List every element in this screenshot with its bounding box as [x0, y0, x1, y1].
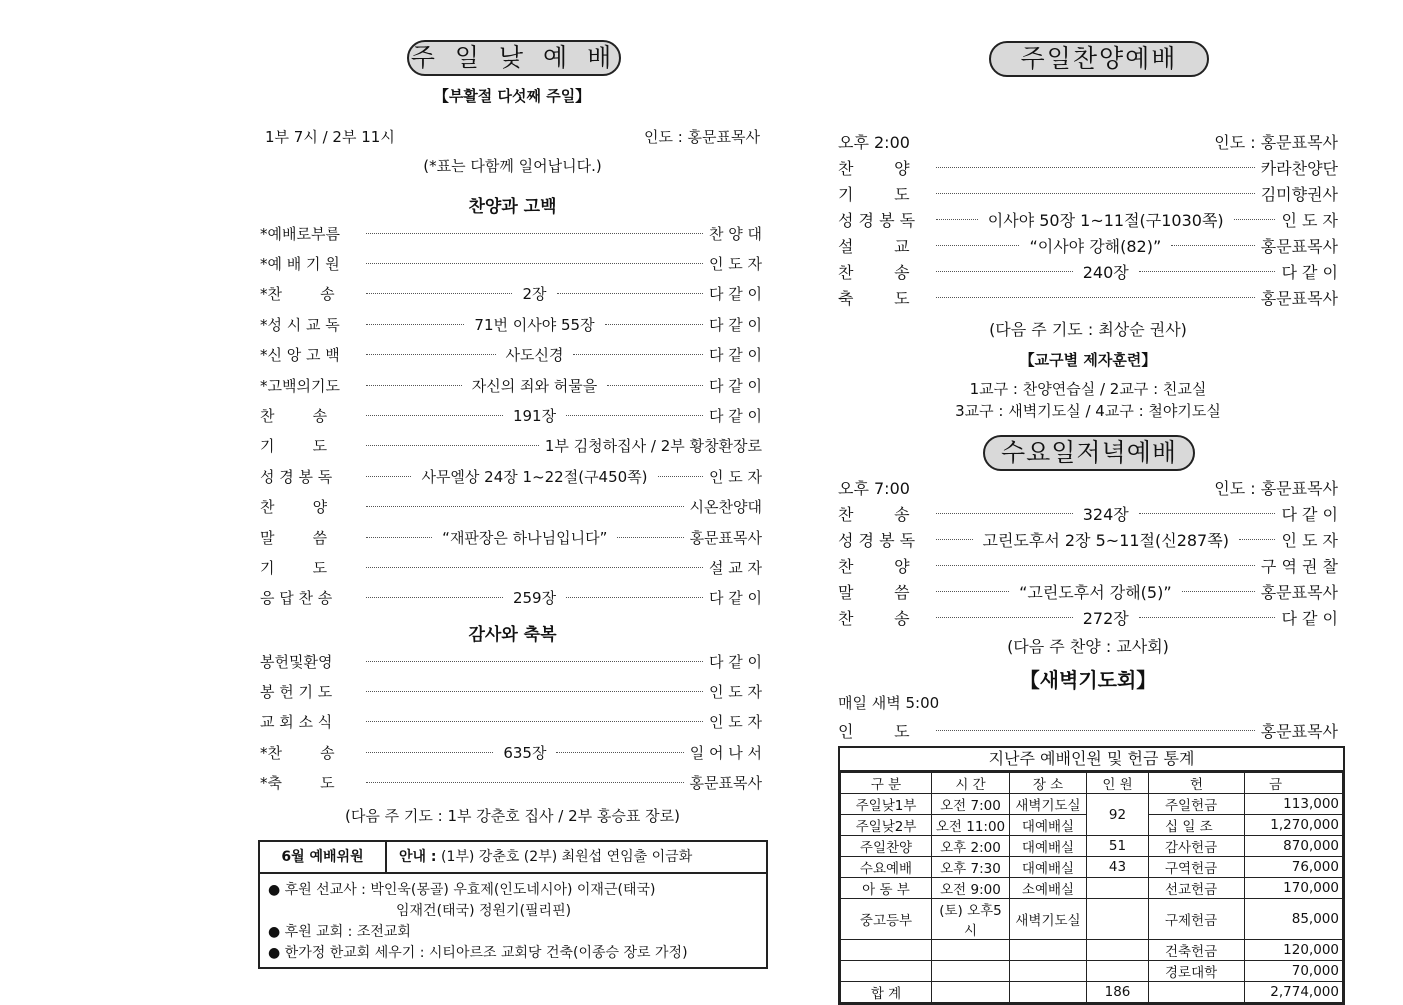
stats-cell: 85,000 [1245, 899, 1343, 940]
order-person: 인 도 자 [1281, 530, 1339, 550]
right-training2: 3교구 : 새벽기도실 / 4교구 : 철야기도실 [955, 402, 1221, 420]
right-training1: 1교구 : 찬양연습실 / 2교구 : 친교실 [969, 380, 1207, 398]
stats-cell: 구제헌금 [1149, 899, 1245, 940]
order-row [260, 526, 762, 548]
order-label: *축 도 [260, 774, 335, 793]
left-section1: 찬양과 고백 [468, 197, 557, 217]
stats-row [841, 878, 1343, 899]
box-header-right-label: 안내 : [399, 849, 437, 865]
left-next-prayer: (다음 주 기도 : 1부 강춘호 집사 / 2부 홍승표 장로) [345, 807, 680, 825]
order-person: 홍문표목사 [1260, 721, 1338, 741]
order-row [260, 252, 762, 274]
stats-cell: 새벽기도실 [1010, 794, 1087, 815]
stats-row [841, 899, 1343, 940]
order-label: 찬 송 [838, 608, 910, 628]
order-row [260, 283, 762, 305]
right-dawn-time: 매일 새벽 5:00 [838, 693, 940, 712]
order-detail: 71번 이사야 55장 [474, 315, 595, 334]
stats-title: 지난주 예배인원 및 헌금 통계 [840, 748, 1343, 772]
stats-table-box [838, 746, 1345, 1005]
order-person: 다 같 이 [709, 406, 763, 425]
stats-row [841, 794, 1343, 815]
order-person: 인 도 자 [708, 467, 762, 486]
right-time1: 오후 2:00 [838, 132, 910, 152]
stats-cell: 120,000 [1245, 940, 1343, 961]
order-detail: 이사야 50장 1~11절(구1030쪽) [987, 210, 1224, 230]
order-detail: 고린도후서 2장 5~11절(신287쪽) [982, 530, 1229, 550]
order-row [260, 741, 762, 763]
order-row [260, 556, 762, 578]
order-person: 카라찬양단 [1260, 158, 1338, 178]
order-label: 축 도 [838, 288, 910, 308]
stats-cell: 대예배실 [1010, 836, 1087, 857]
stats-header-cell: 금 [1245, 773, 1343, 794]
order-detail: 자신의 죄와 허물을 [471, 376, 598, 395]
order-label: 봉 헌 기 도 [260, 682, 333, 701]
order-row [838, 260, 1338, 282]
stats-cell [1010, 940, 1087, 961]
stats-cell: 주일찬양 [841, 836, 932, 857]
order-label: 찬 양 [260, 498, 328, 517]
order-label: *예 배 기 원 [260, 254, 340, 273]
order-row [260, 496, 762, 518]
order-row [260, 465, 762, 487]
stats-cell: 76,000 [1245, 857, 1343, 878]
order-person: 인 도 자 [708, 682, 762, 701]
stats-table [840, 772, 1343, 1003]
order-row [260, 711, 762, 733]
order-row [838, 528, 1338, 550]
box-line4: ● 한가정 한교회 세우기 : 시티아르조 교회당 건축(이종승 장로 가정) [268, 945, 688, 961]
order-label: 말 씀 [838, 582, 910, 602]
stats-cell: 새벽기도실 [1010, 899, 1087, 940]
stats-cell: 주일낮2부 [841, 815, 932, 836]
order-person: 다 같 이 [708, 315, 762, 334]
order-row [838, 156, 1338, 178]
box-line3: ● 후원 교회 : 조전교회 [268, 924, 411, 940]
stats-cell: 건축헌금 [1149, 940, 1245, 961]
order-detail: 635장 [503, 743, 547, 762]
order-label: 설 교 [838, 236, 910, 256]
stats-cell: 1,270,000 [1245, 815, 1343, 836]
stats-cell: 주일낮1부 [841, 794, 932, 815]
order-label: 찬 송 [838, 504, 910, 524]
order-person: 홍문표목사 [1260, 288, 1338, 308]
box-line1: ● 후원 선교사 : 박인욱(몽골) 우효제(인도네시아) 이재근(태국) [268, 882, 656, 898]
order-detail: 259장 [512, 589, 557, 608]
order-label: 기 도 [260, 558, 328, 577]
right-dawn-title: 【새벽기도회】 [1019, 668, 1157, 692]
stats-cell: 구역헌금 [1149, 857, 1245, 878]
order-person: 다 같 이 [1281, 608, 1339, 628]
order-label: *예배로부름 [260, 224, 340, 243]
order-label: *성 시 교 독 [260, 315, 340, 334]
stats-cell: 선교헌금 [1149, 878, 1245, 899]
stats-cell: 대예배실 [1010, 815, 1087, 836]
order-row [260, 435, 762, 457]
box-header-left: 6월 예배위원 [260, 842, 387, 872]
order-person: 홍문표목사 [689, 528, 763, 547]
order-row [260, 313, 762, 335]
order-row [260, 404, 762, 426]
order-person: 다 같 이 [709, 346, 763, 365]
right-next1: (다음 주 기도 : 최상순 권사) [989, 320, 1187, 339]
left-subtitle: 【부활절 다섯째 주일】 [433, 87, 591, 105]
stats-cell [841, 940, 932, 961]
order-person: 인 도 자 [708, 713, 762, 732]
order-row [260, 650, 762, 672]
stats-cell: (토) 오후5시 [932, 899, 1010, 940]
order-label: *찬 송 [260, 285, 335, 304]
order-label: 기 도 [838, 184, 910, 204]
order-label: 응 답 찬 송 [260, 589, 333, 608]
right-leader2: 인도 : 홍문표목사 [1214, 478, 1338, 498]
order-detail: “재판장은 하나님입니다” [442, 528, 608, 547]
stats-total-label: 합 계 [841, 982, 932, 1003]
box-header-right: (1부) 강춘호 (2부) 최원섭 연임출 이금화 [440, 849, 693, 865]
left-leader: 인도 : 홍문표목사 [643, 127, 760, 146]
stats-cell: 51 [1087, 836, 1149, 857]
order-person: 다 같 이 [709, 376, 763, 395]
stats-cell: 감사헌금 [1149, 836, 1245, 857]
right-time2-row [838, 476, 1338, 498]
stats-total-count: 186 [1087, 982, 1149, 1003]
box-line2: 임재건(태국) 정원기(필리핀) [396, 903, 572, 919]
stats-cell: 70,000 [1245, 961, 1343, 982]
order-row [838, 502, 1338, 524]
order-person: 인 도 자 [708, 254, 762, 273]
stats-cell: 870,000 [1245, 836, 1343, 857]
order-row [260, 680, 762, 702]
right-time2: 오후 7:00 [838, 478, 910, 498]
stats-cell [1087, 940, 1149, 961]
stats-cell: 오전 11:00 [932, 815, 1010, 836]
order-label: 인 도 [838, 721, 910, 741]
stats-cell: 43 [1087, 857, 1149, 878]
stats-cell [1087, 961, 1149, 982]
stats-header-cell: 구 분 [841, 773, 932, 794]
stats-cell: 오전 7:00 [932, 794, 1010, 815]
stats-row [841, 857, 1343, 878]
order-row [838, 554, 1338, 576]
left-time-row [265, 125, 760, 147]
stats-row [841, 961, 1343, 982]
order-row [838, 286, 1338, 308]
order-detail: 324장 [1082, 504, 1129, 524]
stats-cell [1087, 899, 1149, 940]
order-person: 찬 양 대 [708, 224, 762, 243]
stats-cell [1010, 961, 1087, 982]
order-label: 성 경 봉 독 [260, 467, 333, 486]
stats-cell: 아 동 부 [841, 878, 932, 899]
left-section2: 감사와 축복 [468, 625, 557, 645]
order-person: 김미향권사 [1260, 184, 1338, 204]
left-note: (*표는 다함께 일어납니다.) [423, 157, 602, 175]
order-label: 교 회 소 식 [260, 713, 333, 732]
left-title: 주 일 낮 예 배 [407, 40, 621, 76]
right-leader1: 인도 : 홍문표목사 [1214, 132, 1338, 152]
stats-cell [932, 940, 1010, 961]
order-label: 찬 송 [260, 406, 328, 425]
order-row [260, 344, 762, 366]
stats-header-cell: 헌 [1149, 773, 1245, 794]
stats-header-cell: 인 원 [1087, 773, 1149, 794]
order-person: 다 같 이 [1281, 504, 1339, 524]
stats-row [841, 940, 1343, 961]
order-person: 다 같 이 [708, 652, 762, 671]
order-person: 구 역 권 찰 [1260, 556, 1338, 576]
stats-cell: 170,000 [1245, 878, 1343, 899]
left-time: 1부 7시 / 2부 11시 [265, 127, 395, 146]
stats-cell: 경로대학 [1149, 961, 1245, 982]
stats-cell: 113,000 [1245, 794, 1343, 815]
order-label: 찬 양 [838, 158, 910, 178]
order-detail: 272장 [1082, 608, 1129, 628]
order-person: 다 같 이 [709, 589, 763, 608]
order-label: 봉헌및환영 [260, 652, 333, 671]
stats-cell [1087, 878, 1149, 899]
order-label: *고백의기도 [260, 376, 340, 395]
order-label: *신 앙 고 백 [260, 346, 340, 365]
order-detail: “고린도후서 강해(5)” [1019, 582, 1172, 602]
stats-cell [932, 961, 1010, 982]
order-person: 일 어 나 서 [689, 743, 763, 762]
right-time1-row [838, 130, 1338, 152]
stats-cell: 수요예배 [841, 857, 932, 878]
order-person: 다 같 이 [708, 285, 762, 304]
order-person: 설 교 자 [708, 558, 762, 577]
stats-cell: 오후 2:00 [932, 836, 1010, 857]
order-detail: 2장 [522, 285, 547, 304]
order-row [838, 182, 1338, 204]
order-person: 인 도 자 [1281, 210, 1339, 230]
order-label: 찬 송 [838, 262, 910, 282]
stats-cell: 소예배실 [1010, 878, 1087, 899]
order-label: 찬 양 [838, 556, 910, 576]
right-title2: 수요일저녁예배 [983, 435, 1195, 471]
right-training-title: 【교구별 제자훈련】 [1019, 351, 1157, 369]
order-label: 성 경 봉 독 [838, 210, 916, 230]
stats-row [841, 836, 1343, 857]
order-detail: 사무엘상 24장 1~22절(구450쪽) [421, 467, 648, 486]
order-person: 홍문표목사 [689, 774, 762, 793]
stats-header-cell: 시 간 [932, 773, 1010, 794]
order-row [838, 580, 1338, 602]
right-title1: 주일찬양예배 [989, 41, 1209, 77]
order-row [260, 587, 762, 609]
right-next2: (다음 주 찬양 : 교사회) [1007, 637, 1169, 656]
order-person: 1부 김청하집사 / 2부 황창환장로 [544, 437, 762, 456]
order-detail: 240장 [1082, 262, 1129, 282]
order-detail: 사도신경 [505, 346, 564, 365]
order-row [838, 208, 1338, 230]
left-info-box [258, 840, 768, 969]
order-person: 시온찬양대 [689, 498, 762, 517]
stats-cell: 십 일 조 [1149, 815, 1245, 836]
stats-header-cell: 장 소 [1010, 773, 1087, 794]
order-label: 기 도 [260, 437, 328, 456]
stats-cell [841, 961, 932, 982]
stats-cell: 오전 9:00 [932, 878, 1010, 899]
stats-cell: 중고등부 [841, 899, 932, 940]
order-person: 다 같 이 [1281, 262, 1339, 282]
order-row [260, 374, 762, 396]
order-label: *찬 송 [260, 743, 335, 762]
stats-cell: 대예배실 [1010, 857, 1087, 878]
order-row [838, 606, 1338, 628]
stats-cell: 주일헌금 [1149, 794, 1245, 815]
order-detail: “이사야 강해(82)” [1029, 236, 1162, 256]
order-person: 홍문표목사 [1260, 236, 1339, 256]
stats-total-amount: 2,774,000 [1245, 982, 1343, 1003]
stats-cell: 오후 7:30 [932, 857, 1010, 878]
order-row [260, 222, 762, 244]
order-row [838, 719, 1338, 741]
order-detail: 191장 [512, 406, 557, 425]
order-row [838, 234, 1338, 256]
order-row [260, 772, 762, 794]
order-label: 성 경 봉 독 [838, 530, 916, 550]
order-person: 홍문표목사 [1260, 582, 1338, 602]
stats-cell: 92 [1087, 794, 1149, 836]
order-label: 말 씀 [260, 528, 328, 547]
